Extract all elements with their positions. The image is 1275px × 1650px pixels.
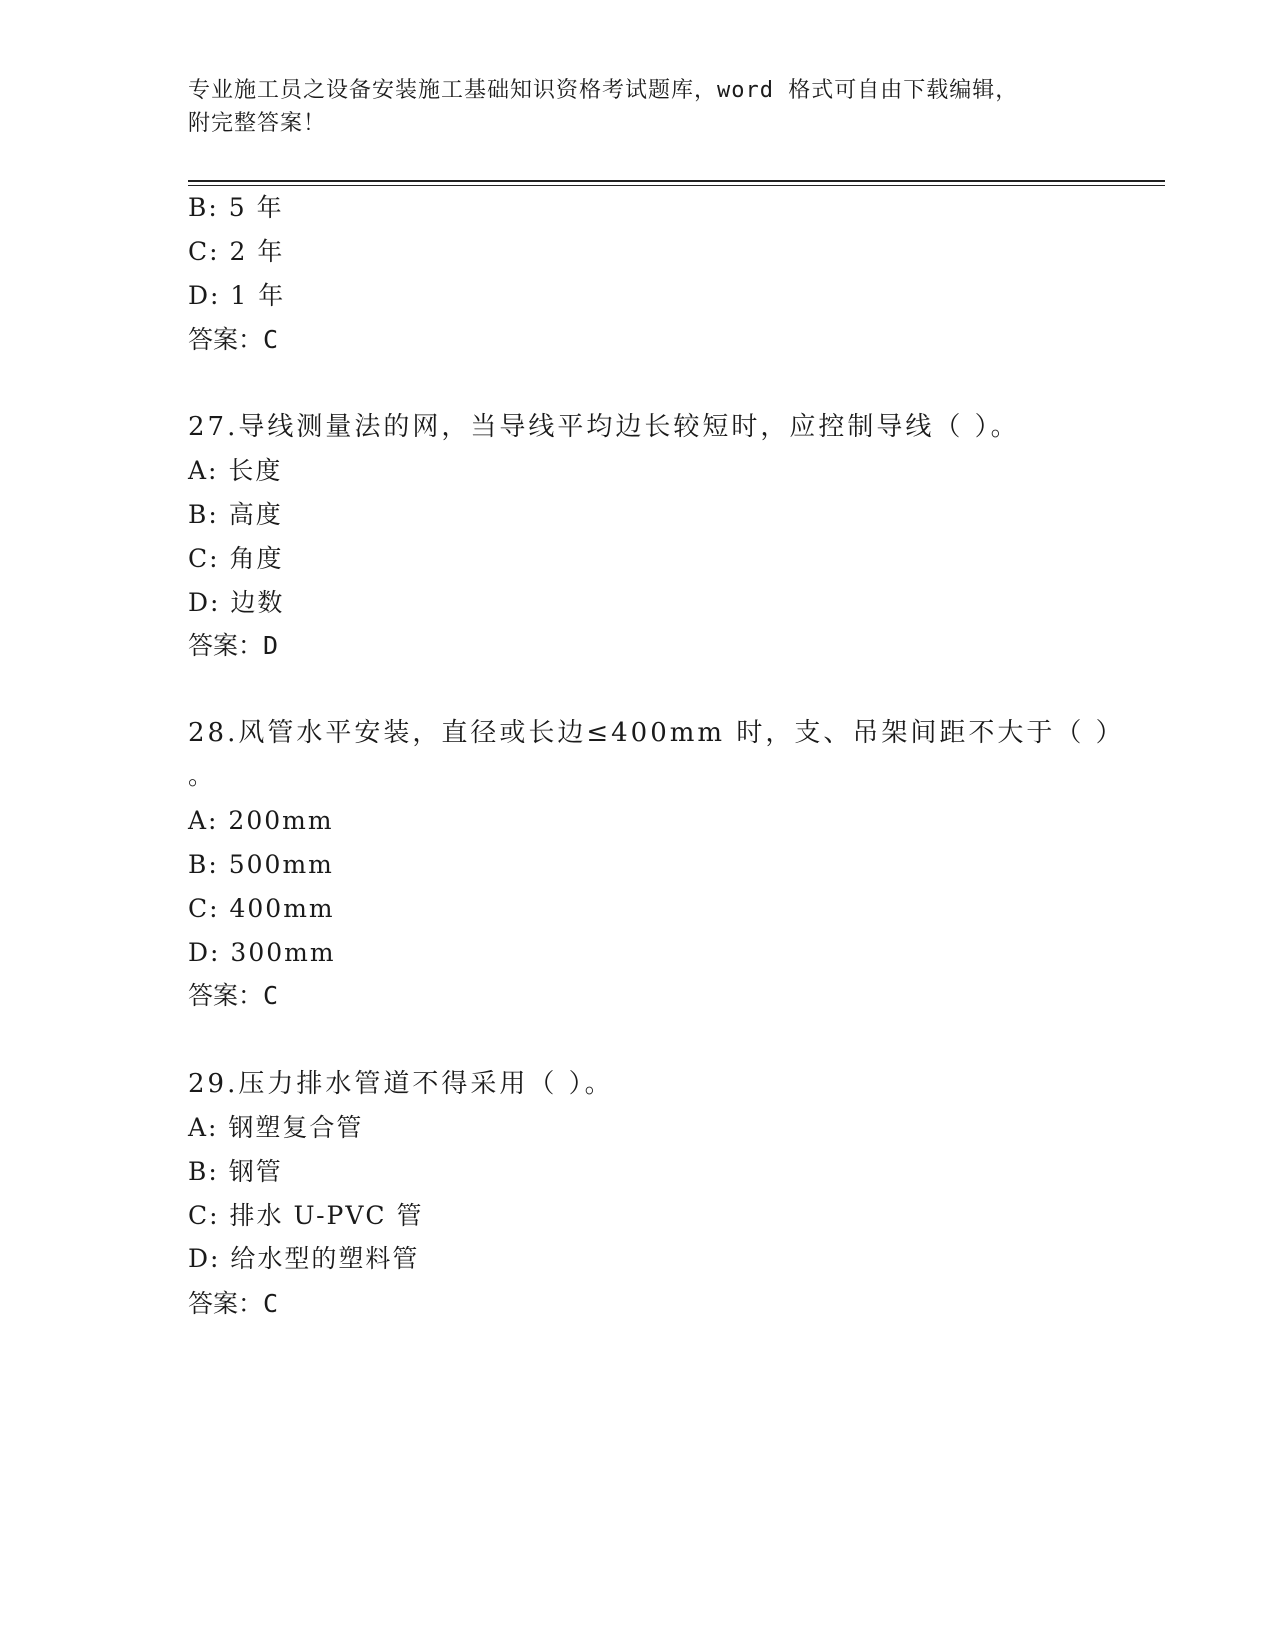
q27-stem: 27.导线测量法的网，当导线平均边长较短时，应控制导线（ ）。 bbox=[188, 412, 1020, 442]
header-line-2: 附完整答案！ bbox=[188, 111, 327, 136]
q29-option-a: A: 钢塑复合管 bbox=[188, 1113, 364, 1142]
q26-answer: 答案：C bbox=[188, 325, 279, 354]
document-header bbox=[188, 74, 1088, 140]
q28-stem: 28.风管水平安装，直径或长边≤400mm 时，支、吊架间距不大于（ ） bbox=[188, 718, 1125, 748]
q28-answer: 答案：C bbox=[188, 981, 279, 1010]
header-divider-thick bbox=[188, 180, 1165, 182]
q26-option-b: B: 5 年 bbox=[188, 193, 284, 222]
q26-option-c: C: 2 年 bbox=[188, 237, 285, 266]
q28-option-a: A: 200mm bbox=[188, 806, 334, 835]
q28-option-b: B: 500mm bbox=[188, 850, 334, 879]
q28-stem-continuation: 。 bbox=[188, 761, 216, 790]
q29-option-c: C: 排水 U-PVC 管 bbox=[188, 1201, 424, 1230]
q28-option-c: C: 400mm bbox=[188, 894, 335, 923]
q27-answer: 答案：D bbox=[188, 631, 279, 660]
q27-option-d: D: 边数 bbox=[188, 588, 285, 617]
q29-option-d: D: 给水型的塑料管 bbox=[188, 1244, 420, 1273]
header-divider-thin bbox=[188, 185, 1165, 186]
q29-answer: 答案：C bbox=[188, 1289, 279, 1318]
q27-option-c: C: 角度 bbox=[188, 544, 284, 573]
q29-option-b: B: 钢管 bbox=[188, 1157, 283, 1186]
q26-option-d: D: 1 年 bbox=[188, 281, 286, 310]
q27-option-b: B: 高度 bbox=[188, 500, 283, 529]
q29-stem: 29.压力排水管道不得采用（ ）。 bbox=[188, 1069, 614, 1099]
header-line-1: 专业施工员之设备安装施工基础知识资格考试题库，word 格式可自由下载编辑， bbox=[188, 78, 1019, 103]
q27-option-a: A: 长度 bbox=[188, 456, 283, 485]
q28-option-d: D: 300mm bbox=[188, 938, 336, 967]
